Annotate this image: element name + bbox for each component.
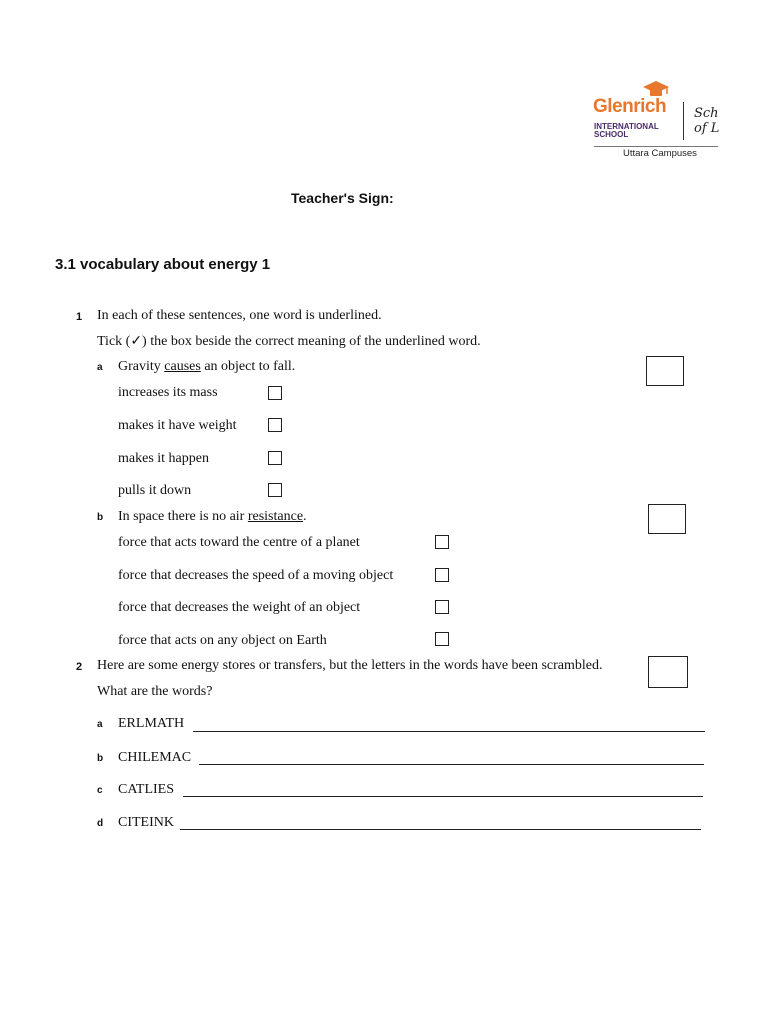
- logo-brand: Glenrich: [593, 96, 667, 117]
- option-b3-checkbox[interactable]: [435, 600, 449, 614]
- item-c-answer-line[interactable]: [183, 796, 703, 797]
- item-c-letter: c: [97, 785, 103, 796]
- option-b2-checkbox[interactable]: [435, 568, 449, 582]
- part-b-post: .: [303, 509, 307, 524]
- item-b-word: CHILEMAC: [118, 750, 192, 765]
- part-a-letter: a: [97, 362, 103, 373]
- option-a3-checkbox[interactable]: [268, 451, 282, 465]
- item-d-letter: d: [97, 818, 104, 829]
- part-a-pre: Gravity: [118, 359, 165, 374]
- option-a4-checkbox[interactable]: [268, 483, 282, 497]
- part-b-pre: In space there is no air: [118, 509, 248, 524]
- logo-line1: INTERNATIONAL: [594, 122, 659, 131]
- question-1-instruction: Tick (✓) the box beside the correct meaning of the underlined word.: [97, 334, 481, 349]
- section-title: 3.1 vocabulary about energy 1: [55, 256, 271, 273]
- logo-divider: [683, 102, 684, 140]
- question-2-mark-box: [648, 656, 688, 688]
- option-b1-label: force that acts toward the centre of a planet: [118, 535, 360, 550]
- item-a-letter: a: [97, 719, 103, 730]
- item-d-answer-line[interactable]: [180, 829, 701, 830]
- question-2-number: 2: [76, 661, 83, 673]
- option-b3-label: force that decreases the weight of an object: [118, 600, 361, 615]
- option-b2-label: force that decreases the speed of a moving object: [118, 568, 394, 583]
- logo-line2: SCHOOL: [594, 130, 629, 139]
- question-2-question: What are the words?: [97, 684, 213, 699]
- option-b4-checkbox[interactable]: [435, 632, 449, 646]
- logo-tagline1: Sch: [694, 106, 719, 121]
- option-a3-label: makes it happen: [118, 451, 209, 466]
- option-a2-checkbox[interactable]: [268, 418, 282, 432]
- option-b1-checkbox[interactable]: [435, 535, 449, 549]
- question-1-number: 1: [76, 311, 83, 323]
- item-d-word: CITEINK: [118, 815, 174, 830]
- item-b-letter: b: [97, 753, 104, 764]
- logo-campus: Uttara Campuses: [623, 148, 697, 159]
- school-logo: [590, 80, 730, 160]
- part-b-sentence: [118, 509, 307, 525]
- logo-tagline2: of L: [694, 121, 720, 136]
- part-b-mark-box: [648, 504, 686, 534]
- teacher-sign-label: Teacher's Sign:: [291, 190, 394, 206]
- item-b-answer-line[interactable]: [199, 764, 704, 765]
- question-2-intro: Here are some energy stores or transfers, but the letters in the words have been scrambled.: [97, 658, 603, 673]
- item-a-answer-line[interactable]: [193, 731, 705, 732]
- option-a1-checkbox[interactable]: [268, 386, 282, 400]
- part-a-sentence: [118, 359, 295, 375]
- question-1-intro: In each of these sentences, one word is underlined.: [97, 308, 382, 323]
- item-a-word: ERLMATH: [118, 716, 185, 731]
- part-b-underlined-word: resistance: [247, 509, 304, 524]
- part-a-mark-box: [646, 356, 684, 386]
- part-a-post: an object to fall.: [200, 359, 296, 374]
- part-a-underlined-word: causes: [164, 359, 201, 374]
- logo-rule: [594, 146, 718, 147]
- option-a1-label: increases its mass: [118, 385, 218, 400]
- option-a2-label: makes it have weight: [118, 418, 237, 433]
- part-b-letter: b: [97, 512, 104, 523]
- option-b4-label: force that acts on any object on Earth: [118, 633, 327, 648]
- item-c-word: CATLIES: [118, 782, 174, 797]
- option-a4-label: pulls it down: [118, 483, 192, 498]
